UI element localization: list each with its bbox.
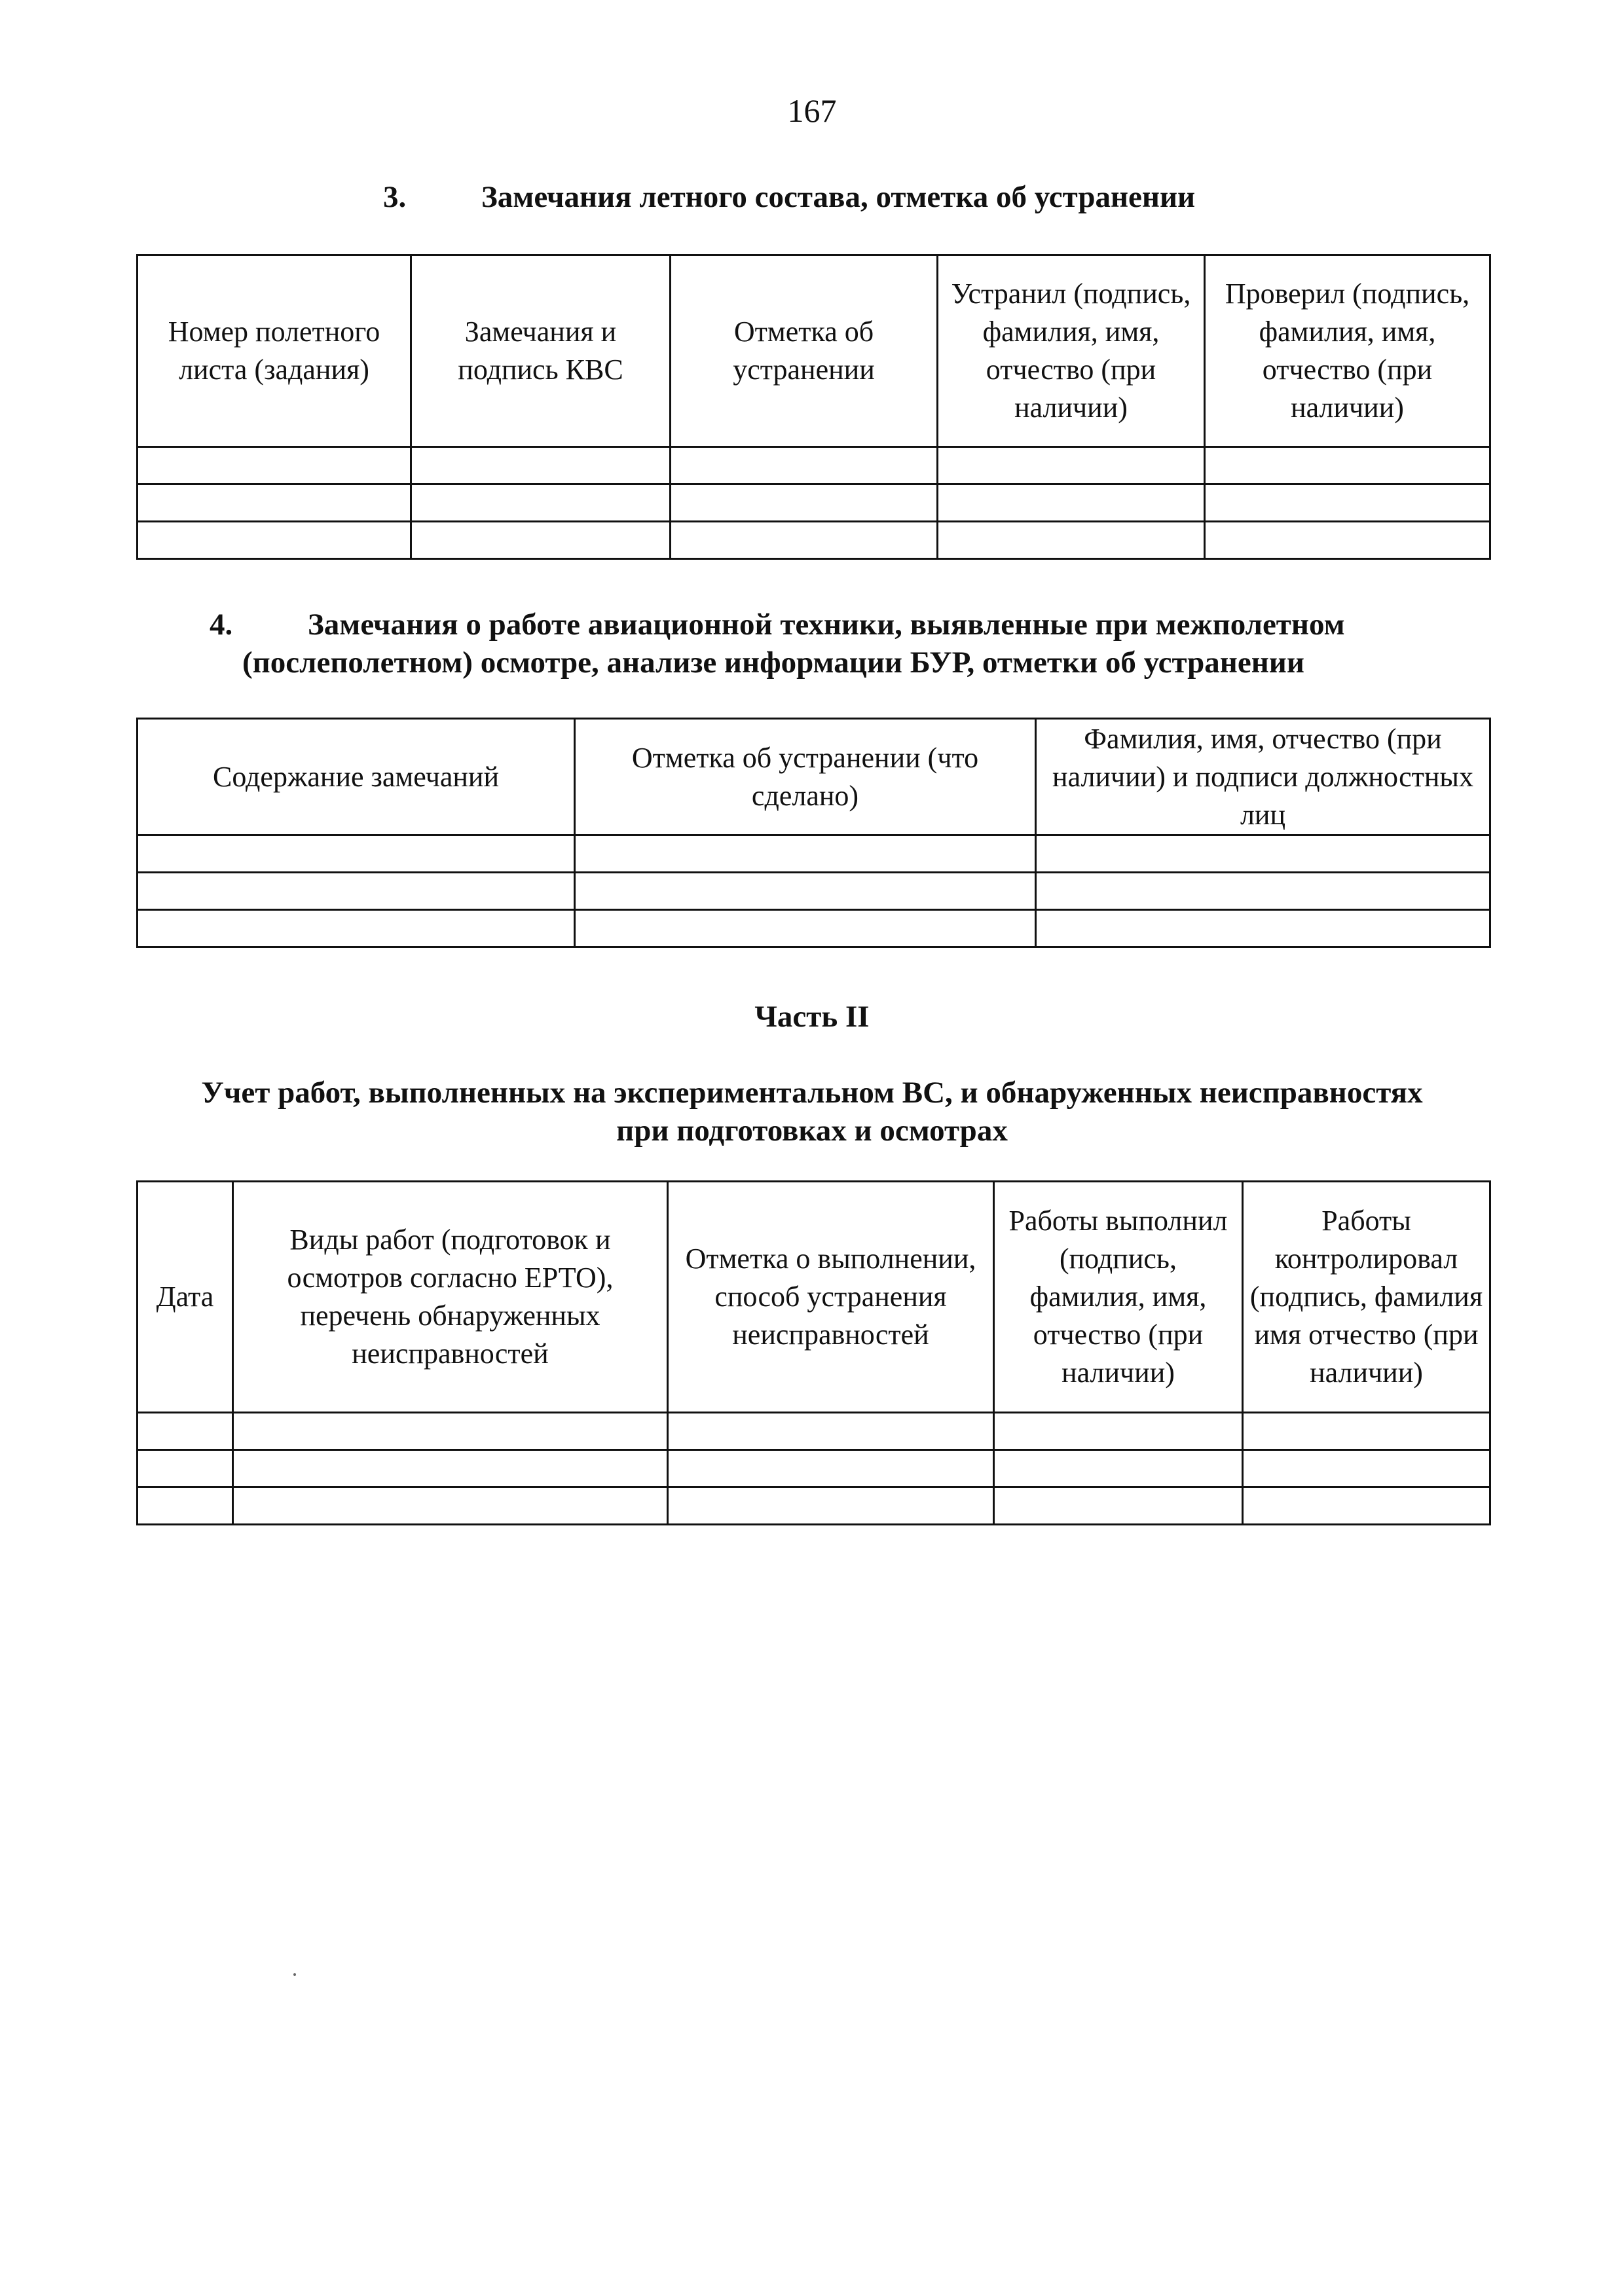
table-cell[interactable] — [411, 484, 671, 522]
table-cell[interactable] — [411, 447, 671, 484]
page-number: 167 — [787, 92, 837, 129]
table-cell[interactable] — [671, 484, 938, 522]
section-4-number: 4. — [210, 608, 233, 642]
section-4-title-line1: Замечания о работе авиационной техники, выявленные при межполетном — [308, 608, 1345, 642]
table-row — [138, 873, 1490, 910]
part-2-title-line1: Учет работ, выполненных на экспериментальном ВС, и обнаруженных неисправностях — [201, 1076, 1423, 1110]
table-cell[interactable] — [994, 1487, 1243, 1525]
column-header-eliminated-by: Устранил (подпись, фамилия, имя, отчество (при наличии) — [938, 255, 1205, 447]
table-row — [138, 447, 1490, 484]
works-log-table — [136, 1180, 1491, 1525]
table-cell[interactable] — [138, 522, 411, 559]
table-cell[interactable] — [138, 1487, 233, 1525]
table-cell[interactable] — [575, 910, 1036, 947]
table-row — [138, 1487, 1490, 1525]
column-header-date: Дата — [138, 1182, 233, 1413]
table-cell[interactable] — [994, 1413, 1243, 1450]
table-cell[interactable] — [411, 522, 671, 559]
table-row — [138, 484, 1490, 522]
column-header-remarks-signature: Замечания и подпись КВС — [411, 255, 671, 447]
table-cell[interactable] — [138, 873, 575, 910]
table-cell[interactable] — [1036, 835, 1490, 873]
scan-speck — [293, 1973, 296, 1976]
table-header-row — [138, 719, 1490, 835]
table-cell[interactable] — [668, 1450, 994, 1487]
table-row — [138, 1450, 1490, 1487]
table-row — [138, 835, 1490, 873]
column-header-performed-by: Работы выполнил (подпись, фамилия, имя, отчество (при наличии) — [994, 1182, 1243, 1413]
table-cell[interactable] — [1205, 447, 1490, 484]
equipment-remarks-table — [136, 718, 1491, 948]
column-header-flight-sheet-number: Номер полетного листа (задания) — [138, 255, 411, 447]
table-cell[interactable] — [138, 447, 411, 484]
table-cell[interactable] — [938, 447, 1205, 484]
column-header-remarks-content: Содержание замечаний — [138, 719, 575, 835]
section-3-number: 3. — [383, 180, 407, 214]
part-2-title-line2: при подготовках и осмотрах — [616, 1114, 1008, 1148]
part-2-title — [0, 1074, 1624, 1150]
table-cell[interactable] — [1205, 522, 1490, 559]
table-cell[interactable] — [138, 1413, 233, 1450]
column-header-controlled-by: Работы контролировал (подпись, фамилия имя отчество (при наличии) — [1243, 1182, 1490, 1413]
column-header-elimination-mark: Отметка об устранении (что сделано) — [575, 719, 1036, 835]
table-cell[interactable] — [1243, 1450, 1490, 1487]
table-cell[interactable] — [575, 835, 1036, 873]
column-header-completion-mark: Отметка о выполнении, способ устранения неисправностей — [668, 1182, 994, 1413]
table-cell[interactable] — [938, 522, 1205, 559]
table-cell[interactable] — [1036, 873, 1490, 910]
table-header-row — [138, 1182, 1490, 1413]
table-row — [138, 910, 1490, 947]
table-cell[interactable] — [671, 447, 938, 484]
section-3-heading — [383, 178, 1365, 216]
table-cell[interactable] — [233, 1487, 668, 1525]
table-cell[interactable] — [938, 484, 1205, 522]
table-cell[interactable] — [233, 1413, 668, 1450]
table-header-row — [138, 255, 1490, 447]
table-cell[interactable] — [668, 1413, 994, 1450]
table-cell[interactable] — [138, 910, 575, 947]
table-cell[interactable] — [138, 1450, 233, 1487]
section-4-title-line2: (послеполетном) осмотре, анализе информации БУР, отметки об устранении — [242, 646, 1304, 680]
section-4-heading — [210, 606, 1441, 682]
table-cell[interactable] — [233, 1450, 668, 1487]
table-row — [138, 1413, 1490, 1450]
table-cell[interactable] — [575, 873, 1036, 910]
table-cell[interactable] — [671, 522, 938, 559]
column-header-work-types: Виды работ (подготовок и осмотров согласно ЕРТО), перечень обнаруженных неисправностей — [233, 1182, 668, 1413]
table-cell[interactable] — [668, 1487, 994, 1525]
table-cell[interactable] — [138, 835, 575, 873]
column-header-elimination-mark: Отметка об устранении — [671, 255, 938, 447]
table-cell[interactable] — [1036, 910, 1490, 947]
table-cell[interactable] — [1243, 1413, 1490, 1450]
table-cell[interactable] — [138, 484, 411, 522]
column-header-checked-by: Проверил (подпись, фамилия, имя, отчество (при наличии) — [1205, 255, 1490, 447]
table-cell[interactable] — [994, 1450, 1243, 1487]
table-cell[interactable] — [1243, 1487, 1490, 1525]
part-2-label: Часть II — [754, 1000, 870, 1034]
table-cell[interactable] — [1205, 484, 1490, 522]
flight-crew-remarks-table — [136, 254, 1491, 560]
section-3-title: Замечания летного состава, отметка об устранении — [481, 180, 1196, 214]
table-row — [138, 522, 1490, 559]
column-header-officials: Фамилия, имя, отчество (при наличии) и подписи должностных лиц — [1036, 719, 1490, 835]
